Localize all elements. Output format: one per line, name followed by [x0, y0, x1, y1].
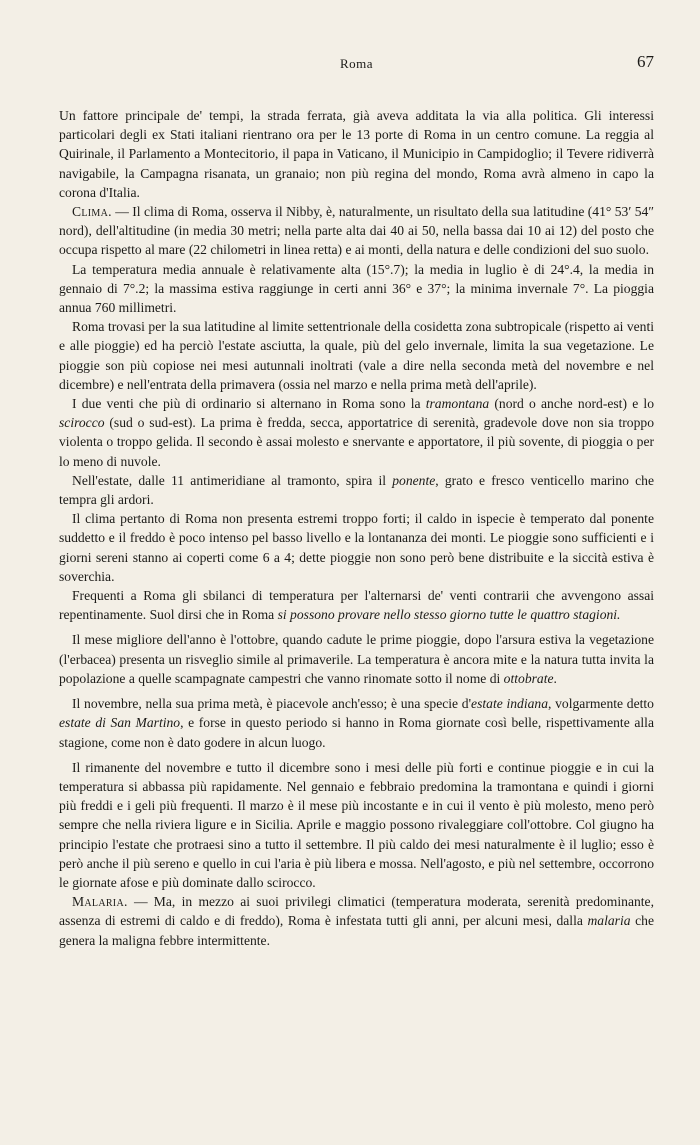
- text-run: Il clima pertanto di Roma non presenta estremi troppo forti; il caldo in ispecie è temperato dal ponente suddetto e il freddo è poco intenso pel basso livello e la lontananza dei monti. Le pioggie sono sufficienti e i giorni sereni stanno ai coperti come 6 a 4; dette pioggie non sono però bene distribuite e la siccità estiva è soverchia.: [59, 511, 654, 584]
- text-run: Frequenti a Roma gli sbilanci di temperatura per l'alternarsi de' venti contrarii che avvengono assai repentinamente. Suol dirsi che in Roma: [59, 588, 654, 623]
- paragraph: [59, 202, 654, 260]
- text-run: .: [553, 670, 557, 686]
- italic-term: ponente: [392, 472, 436, 488]
- section-heading: Malaria.: [72, 894, 128, 910]
- paragraph: [59, 509, 654, 586]
- text-run: (nord o anche nord-est) e lo: [489, 396, 654, 412]
- text-run: — Il clima di Roma, osserva il Nibby, è, naturalmente, un risultato della sua latitudine (41° 53′ 54″ nord), dell'altitudine (in media 30 metri; nella parte alta dai 40 ai 50, nella bassa dai 10 ai 12) del posto che occupa rispetto al mare (22 chilometri in linea retta) e ai monti, della natura e delle condizioni del suo suolo.: [59, 204, 654, 258]
- text-run: , e forse in questo periodo si hanno in Roma giornate così belle, rispettivamente alla stagione, come non è dato godere in alcun luogo.: [59, 715, 654, 750]
- paragraph: [59, 758, 654, 892]
- text-run: , grato e fresco venticello marino che tempra gli ardori.: [59, 472, 654, 508]
- text-run: Nell'estate, dalle 11 antimeridiane al tramonto, spira il: [72, 472, 393, 488]
- text-run: (sud o sud-est). La prima è fredda, secca, apportatrice di serenità, gradevole dove non sia troppo violenta o troppo gelida. Il secondo è assai molesto e snervante e apportatore, il più sovente, di pioggia o per lo meno di nuvole.: [59, 415, 654, 469]
- running-title: Roma: [339, 56, 374, 71]
- paragraph: [59, 106, 654, 202]
- paragraph: [59, 317, 654, 394]
- section-heading: Clima.: [72, 204, 112, 220]
- text-run: Il rimanente del novembre e tutto il dicembre sono i mesi delle più forti e continue pioggie e in cui la temperatura si abbassa più rapidamente. Nel gennaio e febbraio predomina la tramontana e quindi i giorni più freddi e i geli più frequenti. Il marzo è il mese più incostante e in cui il vento è più molesto, meno però sempre che nella riviera ligure e in Sicilia. Aprile e maggio possono rivaleggiare coll'ottobre. Col giugno ha principio l'estate che protraesi sino a tutto il settembre. Il più caldo dei mesi naturalmente è il luglio; esso è però anche il più sereno e quello in cui l'aria è più libera e mossa. Nell'agosto, e più nel settembre, occorrono le giornate afose e più dominate dallo scirocco.: [59, 759, 654, 890]
- paragraph: [59, 394, 654, 471]
- paragraph: [59, 630, 654, 688]
- text-run: , volgarmente detto: [548, 696, 654, 712]
- italic-term: ottobrate: [503, 670, 554, 686]
- italic-term: estate di San Martino: [59, 715, 181, 731]
- page-header: [59, 52, 654, 78]
- text-run: che genera la maligna febbre intermittente.: [59, 913, 654, 948]
- italic-term: scirocco: [59, 415, 105, 431]
- paragraph: [59, 694, 654, 752]
- paragraph: [59, 260, 654, 318]
- italic-term: estate indiana: [471, 696, 549, 712]
- text-run: Il novembre, nella sua prima metà, è piacevole anch'esso; è una specie d': [72, 696, 472, 712]
- paragraph: [59, 586, 654, 624]
- italic-term: si possono provare nello stesso giorno tutte le quattro stagioni.: [277, 607, 621, 623]
- italic-term: tramontana: [425, 396, 490, 412]
- italic-term: malaria: [587, 913, 631, 929]
- paragraph: [59, 471, 654, 509]
- text-run: Un fattore principale de' tempi, la strada ferrata, già aveva additata la via alla politica. Gli interessi particolari degli ex Stati italiani rientrano ora per le 13 porte di Roma in un centro comune. La reggia al Quirinale, il Parlamento a Montecitorio, il papa in Vaticano, il Municipio in Campidoglio; il Tevere ridiverrà navigabile, la Campagna risanata, un granaio; non più regina del mondo, Roma avrà almeno in capo la corona d'Italia.: [59, 108, 654, 200]
- text-run: I due venti che più di ordinario si alternano in Roma sono la: [72, 396, 426, 412]
- text-run: La temperatura media annuale è relativamente alta (15°.7); la media in luglio è di 24°.4, la media in gennaio di 7°.2; la massima estiva raggiunge in certi anni 36° e 37°; la minima invernale 7°. La pioggia annua 760 millimetri.: [59, 261, 654, 316]
- text-run: — Ma, in mezzo ai suoi privilegi climatici (temperatura moderata, serenità predominante, assenza di estremi di caldo e di freddo), Roma è infestata tutti gli anni, per alcuni mesi, dalla: [59, 894, 654, 929]
- page-number: 67: [637, 52, 654, 71]
- body-text: [59, 106, 654, 950]
- text-run: Il mese migliore dell'anno è l'ottobre, quando cadute le prime pioggie, dopo l'arsura estiva la vegetazione (l'erbacea) presenta un risveglio simile al primaverile. La temperatura è ancora mite e la natura tutta invita la popolazione a quelle scampagnate campestri che vanno rinomate sotto il nome di: [59, 632, 654, 686]
- paragraph: [59, 892, 654, 950]
- text-run: Roma trovasi per la sua latitudine al limite settentrionale della cosidetta zona subtropicale (rispetto ai venti e alle pioggie) ed ha perciò l'estate asciutta, la quale, più del gelo invernale, limita la sua vegetazione. Le pioggie son più copiose nei mesi autunnali inoltrati (vale a dire nella seconda metà del novembre e nel dicembre) e nell'entrata della primavera (ossia nel marzo e nella prima metà dell'aprile).: [59, 319, 654, 392]
